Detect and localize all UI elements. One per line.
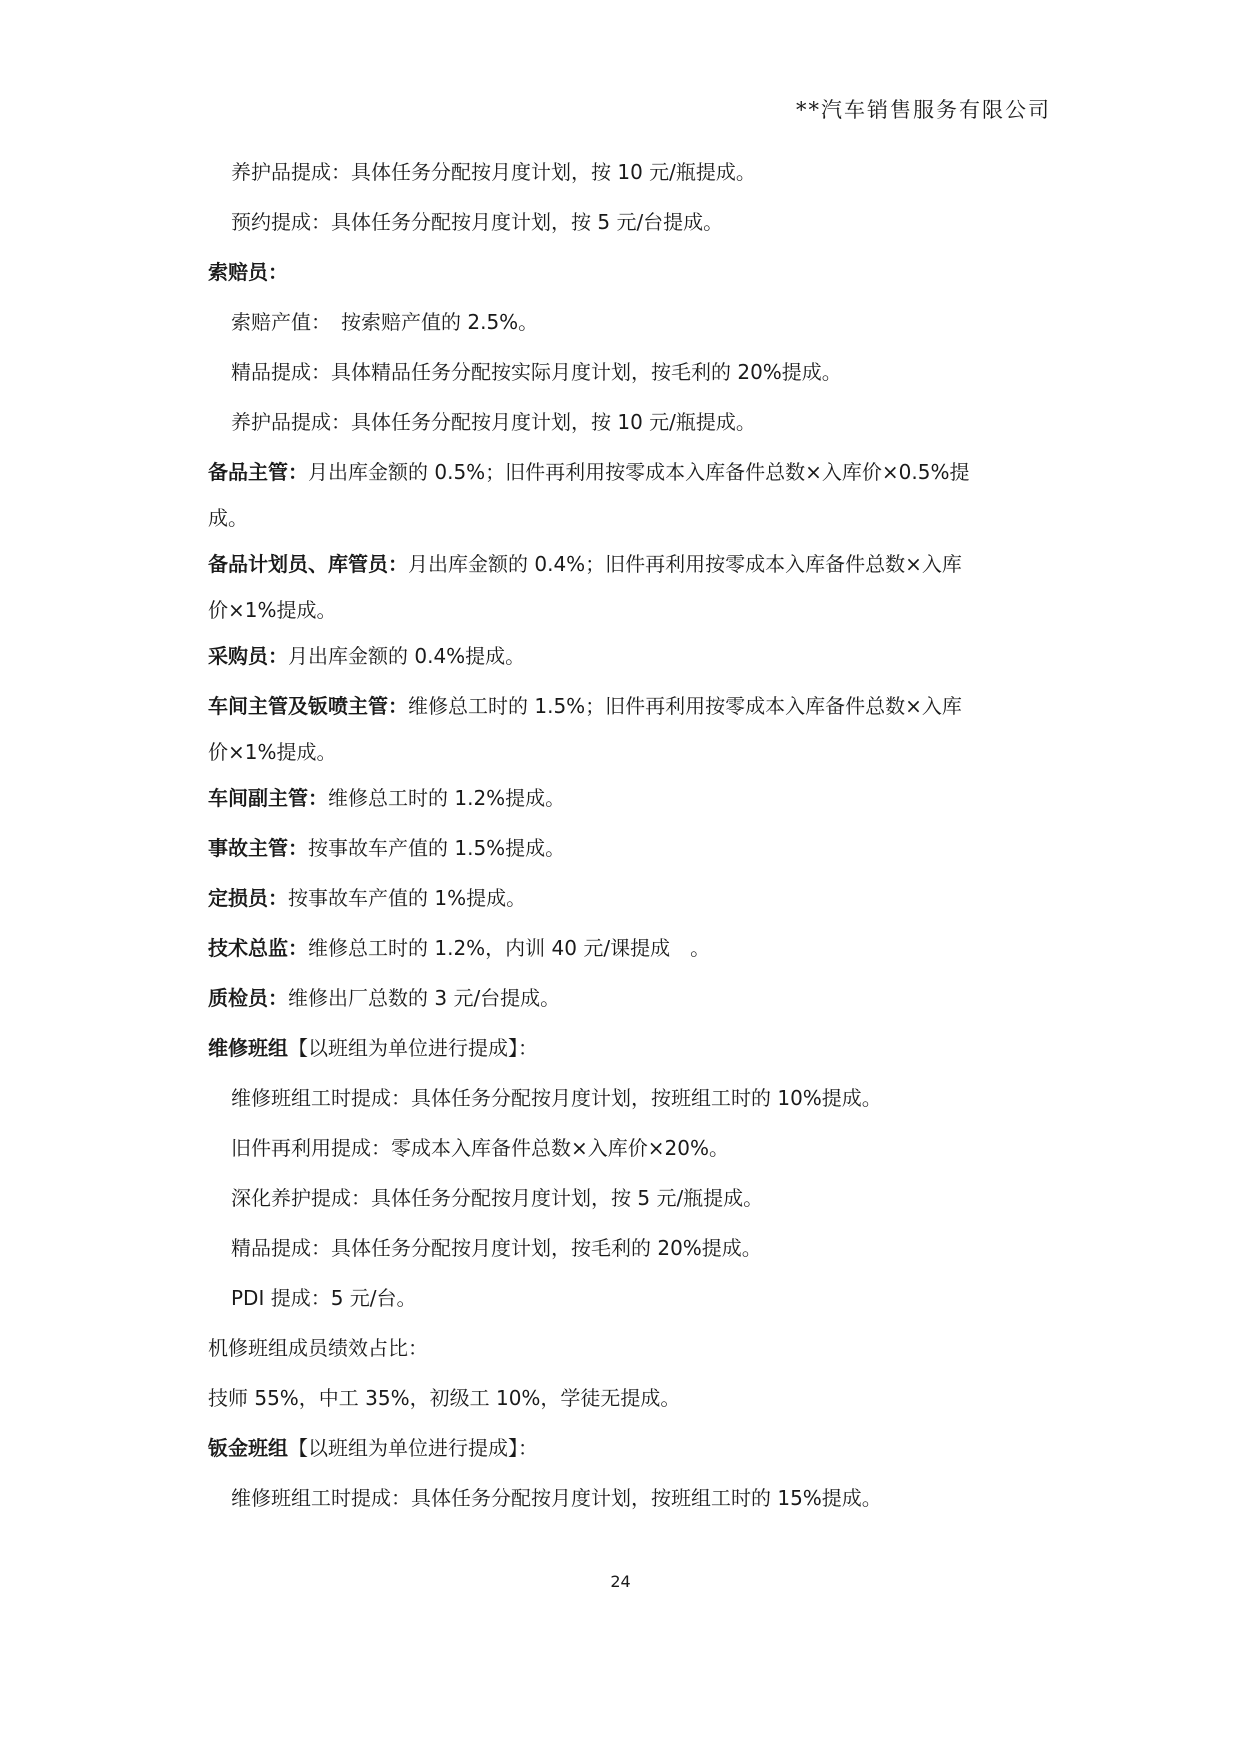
list-item: 养护品提成：具体任务分配按月度计划，按 10 元/瓶提成。 xyxy=(231,160,756,184)
page-number: 24 xyxy=(610,1572,631,1591)
list-item: 旧件再利用提成：零成本入库备件总数×入库价×20%。 xyxy=(231,1136,729,1160)
list-item: 维修班组工时提成：具体任务分配按月度计划，按班组工时的 15%提成。 xyxy=(231,1486,882,1510)
list-item: 车间副主管：维修总工时的 1.2%提成。 xyxy=(208,786,566,810)
item-label: 车间主管及钣喷主管： xyxy=(208,694,408,718)
list-item: 技师 55%，中工 35%，初级工 10%，学徒无提成。 xyxy=(208,1386,681,1410)
section-heading: 维修班组【以班组为单位进行提成】： xyxy=(208,1036,538,1060)
item-label: 质检员： xyxy=(208,986,288,1010)
list-item: 定损员：按事故车产值的 1%提成。 xyxy=(208,886,527,910)
item-label: 事故主管： xyxy=(208,836,308,860)
item-label: 定损员： xyxy=(208,886,288,910)
list-item: 预约提成：具体任务分配按月度计划，按 5 元/台提成。 xyxy=(231,210,724,234)
list-item: 备品主管：月出库金额的 0.5%；旧件再利用按零成本入库备件总数×入库价×0.5%提 成。 xyxy=(208,460,970,530)
list-item: 精品提成：具体任务分配按月度计划，按毛利的 20%提成。 xyxy=(231,1236,762,1260)
item-label: 备品计划员、库管员： xyxy=(208,552,408,576)
list-item: 技术总监：维修总工时的 1.2%，内训 40 元/课提成 。 xyxy=(208,936,711,960)
item-label: 钣金班组 xyxy=(208,1436,288,1460)
page-header-company: **汽车销售服务有限公司 xyxy=(796,98,1051,122)
section-heading: 索赔员： xyxy=(208,260,288,284)
list-item: 索赔产值： 按索赔产值的 2.5%。 xyxy=(231,310,539,334)
item-label: 采购员： xyxy=(208,644,288,668)
document-body xyxy=(208,160,1058,1536)
list-item: 备品计划员、库管员：月出库金额的 0.4%；旧件再利用按零成本入库备件总数×入库 价×1%提成。 xyxy=(208,552,962,622)
list-item: 精品提成：具体精品任务分配按实际月度计划，按毛利的 20%提成。 xyxy=(231,360,842,384)
item-label: 维修班组 xyxy=(208,1036,288,1060)
list-item: PDI 提成：5 元/台。 xyxy=(231,1286,417,1310)
list-item: 养护品提成：具体任务分配按月度计划，按 10 元/瓶提成。 xyxy=(231,410,756,434)
list-item: 质检员：维修出厂总数的 3 元/台提成。 xyxy=(208,986,561,1010)
item-label: 备品主管： xyxy=(208,460,308,484)
list-item: 深化养护提成：具体任务分配按月度计划，按 5 元/瓶提成。 xyxy=(231,1186,764,1210)
item-label: 技术总监： xyxy=(208,936,308,960)
section-heading: 钣金班组【以班组为单位进行提成】： xyxy=(208,1436,538,1460)
list-item: 机修班组成员绩效占比： xyxy=(208,1336,428,1360)
list-item: 采购员：月出库金额的 0.4%提成。 xyxy=(208,644,526,668)
list-item: 维修班组工时提成：具体任务分配按月度计划，按班组工时的 10%提成。 xyxy=(231,1086,882,1110)
item-label: 车间副主管： xyxy=(208,786,328,810)
list-item: 车间主管及钣喷主管：维修总工时的 1.5%；旧件再利用按零成本入库备件总数×入库 价×1%提成。 xyxy=(208,694,962,764)
list-item: 事故主管：按事故车产值的 1.5%提成。 xyxy=(208,836,566,860)
